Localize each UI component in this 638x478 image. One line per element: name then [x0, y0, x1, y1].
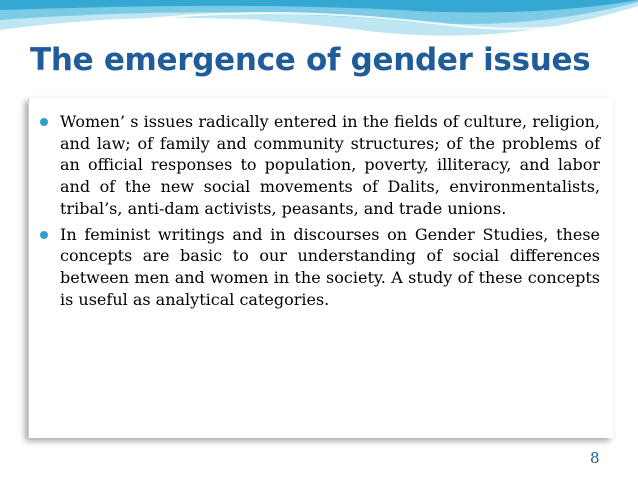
bullet-item: [40, 224, 600, 311]
bullet-item: [40, 111, 600, 220]
bullet-text: In feminist writings and in discourses on Gender Studies, these concepts are basic to our understanding of social differences between men and women in the society. A study of these concepts is useful as analytical categories.: [60, 224, 600, 309]
bullet-text: Women’ s issues radically entered in the fields of culture, religion, and law; of family and community structures; of the problems of an official responses to population, poverty, illiteracy, and labor and of the new social movements of Dalits, environmentalists, tribal’s, anti-dam activists, peasants, and trade unions.: [60, 112, 600, 218]
page-number: 8: [590, 449, 600, 467]
bullet-dot-icon: [40, 231, 48, 239]
slide-title: The emergence of gender issues: [30, 42, 591, 78]
bullet-dot-icon: [40, 118, 48, 126]
bullet-list: [40, 111, 600, 314]
